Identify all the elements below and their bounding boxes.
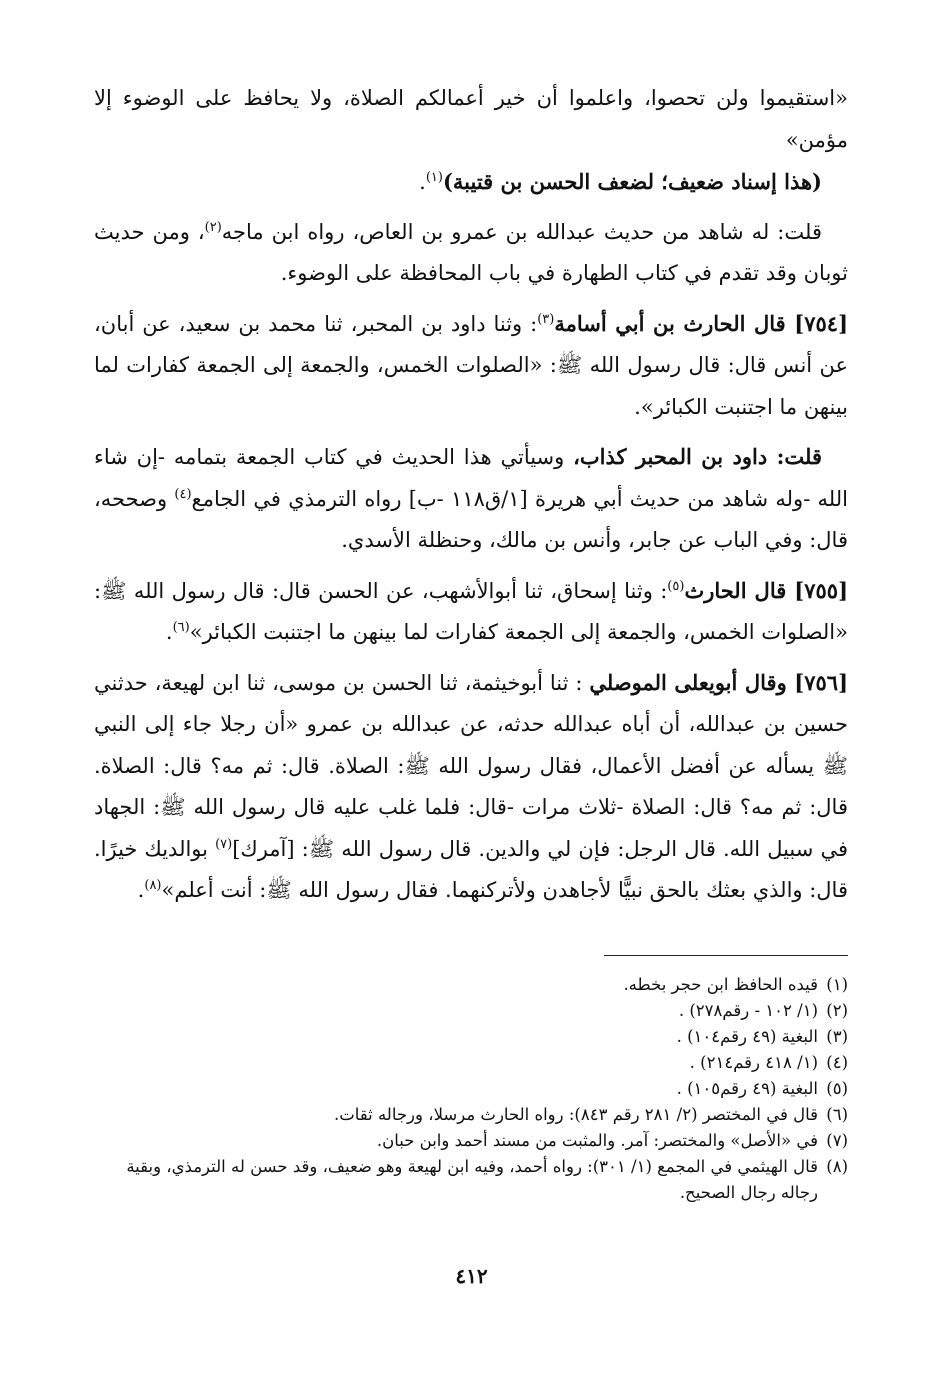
footnotes-list (94, 972, 848, 1206)
footnote-number: (٦) (826, 1105, 848, 1124)
footnote (94, 1102, 848, 1128)
footnote-text: قال الهيثمي في المجمع (١/ ٣٠١): رواه أحمد، وفيه ابن لهيعة وهو ضعيف، وقد حسن له الترمذي، وبقية رجاله رجال الصحيح. (126, 1157, 818, 1202)
footnote-marker[interactable]: (٣) (537, 311, 555, 327)
footnote-text: (١/ ٤١٨ رقم٢١٤) . (689, 1053, 818, 1072)
body-text: . (165, 620, 173, 644)
paragraph (94, 303, 848, 429)
body-text: قلت: له شاهد من حديث عبدالله بن عمرو بن العاص، رواه ابن ماجه (221, 219, 822, 244)
heading-text: قلت: داود بن المحبر كذاب، (573, 444, 823, 469)
body-text: : ثنا أبوخيثمة، ثنا الحسن بن موسى، ثنا ابن لهيعة، حدثني حسين بن عبدالله، أن أباه عبدالله حدثه، عن عبدالله بن عمرو «أن رجلا جاء إلى النبي ﷺ يسأله عن أفضل الأعمال، فقال رسول الله ﷺ: الصلاة. قال: ثم مه؟ قال: الصلاة. قال: ثم مه؟ قال: الصلاة -ثلاث مرات -قال: فلما غلب عليه قال رسول الله ﷺ: الجهاد في سبيل الله. قال الرجل: فإن لي والدين. قال رسول الله ﷺ: [آمرك] (94, 670, 848, 861)
body-text: : وثنا داود بن المحبر، ثنا محمد بن سعيد، عن أبان، عن أنس قال: قال رسول الله ﷺ: «الصلوات الخمس، والجمعة إلى الجمعة كفارات لما بينهن ما اجتنبت الكبائر». (94, 311, 848, 419)
footnote (94, 1024, 848, 1050)
heading-text: (هذا إسناد ضعيف؛ لضعف الحسن بن قتيبة) (442, 169, 822, 194)
footnote-number: (٤) (826, 1053, 848, 1072)
paragraph (94, 161, 848, 204)
footnote (94, 998, 848, 1024)
body-text: «استقيموا ولن تحصوا، واعلموا أن خير أعمالكم الصلاة، ولا يحافظ على الوضوء إلا مؤمن» (94, 86, 848, 152)
paragraph (94, 662, 848, 912)
footnote-text: في «الأصل» والمختصر: آمر. والمثبت من مسند أحمد وابن حبان. (376, 1131, 818, 1150)
footnote-number: (٥) (826, 1079, 848, 1098)
footnote-text: البغية (٤٩ رقم١٠٥) . (676, 1079, 818, 1098)
footnote-marker[interactable]: (٥) (667, 578, 685, 594)
footnote-number: (٨) (826, 1157, 848, 1176)
footnote-marker[interactable]: (٧) (215, 836, 233, 852)
footnote (94, 972, 848, 998)
body-text: وصححه، قال: وفي الباب عن جابر، وأنس بن مالك، وحنظلة الأسدي. (94, 486, 848, 552)
body-text: بوالديك خيرًا. قال: والذي بعثك بالحق نبيًّا لأجاهدن ولأتركنهما. فقال رسول الله ﷺ: أنت أعلم» (94, 836, 848, 902)
footnote-marker[interactable]: (١) (425, 170, 443, 185)
page-number: ٤١٢ (455, 1264, 488, 1288)
heading-text: [٧٥٦] وقال أبويعلى الموصلي (589, 669, 848, 695)
footnote-number: (٢) (826, 1001, 848, 1020)
paragraph (94, 570, 848, 654)
footnote-separator (604, 955, 848, 956)
footnote-text: (١/ ١٠٢ - رقم٢٧٨) . (678, 1001, 818, 1020)
footnote-marker[interactable]: (٤) (174, 486, 192, 502)
footnote (94, 1050, 848, 1076)
body-text: : وثنا إسحاق، ثنا أبوالأشهب، عن الحسن قال: قال رسول الله ﷺ: «الصلوات الخمس، والجمعة إلى الجمعة كفارات لما بينهن ما اجتنبت الكبائر» (94, 578, 848, 644)
footnote (94, 1154, 848, 1206)
body-text: وسيأتي هذا الحديث في كتاب الجمعة بتمامه -إن شاء الله -وله شاهد من حديث أبي هريرة [١/ق١١٨ -ب] رواه الترمذي في الجامع (94, 445, 848, 511)
paragraph (94, 436, 848, 562)
body-text: . (137, 878, 145, 902)
footnote-number: (١) (826, 975, 848, 994)
footnote (94, 1128, 848, 1154)
footnote-text: قيده الحافظ ابن حجر بخطه. (623, 975, 818, 994)
footnote-text: البغية (٤٩ رقم١٠٤) . (676, 1027, 818, 1046)
heading-text: [٧٥٥] قال الحارث (684, 577, 848, 603)
footnote (94, 1076, 848, 1102)
footnote-marker[interactable]: (٨) (144, 878, 162, 893)
footnote-marker[interactable]: (٦) (172, 620, 190, 635)
footnote-text: قال في المختصر (٢/ ٢٨١ رقم ٨٤٣): رواه الحارث مرسلا، ورجاله ثقات. (333, 1105, 818, 1124)
paragraph (94, 78, 848, 161)
main-text (94, 78, 848, 912)
footnote-number: (٣) (826, 1027, 848, 1046)
footnote-number: (٧) (826, 1131, 848, 1150)
footnote-marker[interactable]: (٢) (204, 219, 222, 235)
paragraph (94, 212, 848, 295)
heading-text: [٧٥٤] قال الحارث بن أبي أسامة (554, 310, 848, 336)
body-text: . (419, 170, 426, 194)
body-text: ، ومن حديث ثوبان وقد تقدم في كتاب الطهارة في باب المحافظة على الوضوء. (94, 219, 848, 285)
